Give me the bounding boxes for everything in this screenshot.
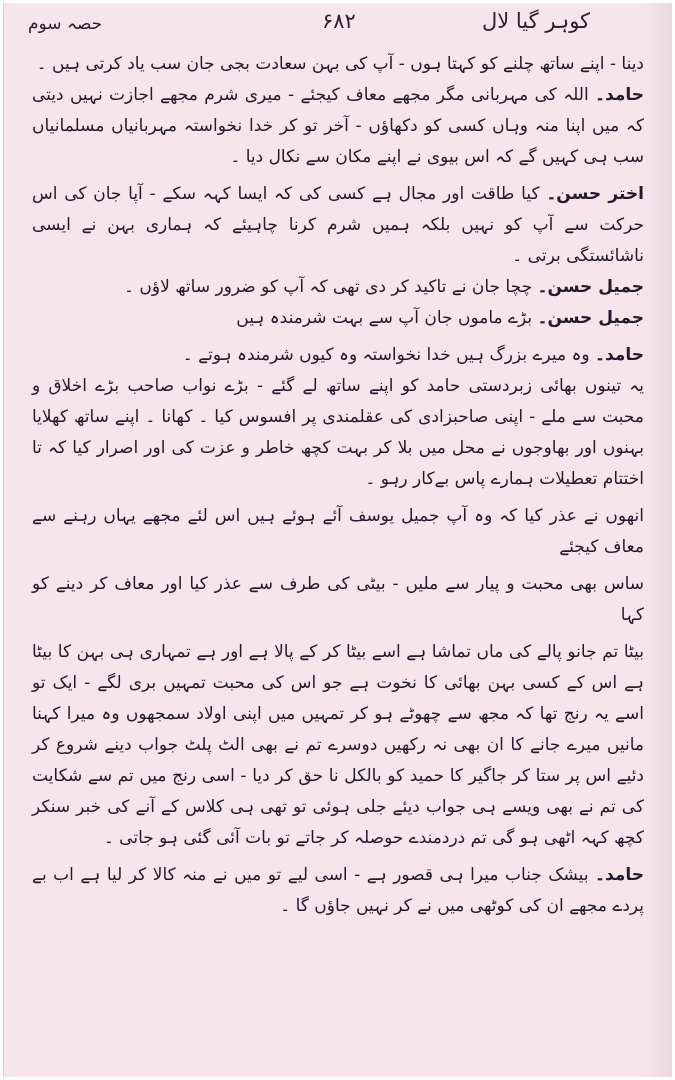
paragraph-2 [32,80,644,173]
body-text [32,49,644,922]
paragraph-10 [32,637,644,854]
paragraph-5 [32,303,644,334]
paragraph-text: کیا طاقت اور مجال ہے کسی کی کہ ایسا کہہ سکے - آپا جان کی اس حرکت سے آپ کو نہیں بلکہ ہمیں شرم کرنا چاہیئے کہ ہماری بہن نے ایسی ناشائستگی برتی ۔ [32,184,644,266]
document-page [3,3,672,1077]
paragraph-text: بیٹا تم جانو پالے کی ماں تماشا ہے اسے بیٹا کر کے پالا ہے اور ہے تمہاری ہی بہن کا بیٹا ہے اس کے کسی بہن بھائی کا نخوت ہے جو اس کی محبت تمہیں بری لگے - ایک تو اسے یہ رنج تھا کہ مجھ سے چھوٹے ہو کر تمہیں میں اپنی اولاد سمجھوں وہ میرا کہنا مانیں میرے جانے کا ان بھی نہ رکھیں دوسرے تم نے بھی الٹ پلٹ جواب دینے شروع کر دئیے اس پر ستا کر جاگیر کا حمید کو بالکل نا حق کر دیا - اسی رنج میں تم سے شکایت کی تم نے بھی ویسے ہی جواب دیئے جلی ہوئی تو تھی ہی کلاس کے آنے کی خبر سنکر کچھ کہہ اٹھی ہو گی تم دردمندے حوصلہ کر جاتے تو بات آئی گئی ہو جاتی ۔ [32,642,644,848]
paragraph-7 [32,371,644,495]
paragraph-text: وہ میرے بزرگ ہیں خدا نخواستہ وہ کیوں شرمندہ ہوتے ۔ [182,345,596,365]
paragraph-text: بڑے ماموں جان آپ سے بہت شرمندہ ہیں [236,308,538,328]
paragraph-11 [32,860,644,922]
paragraph-text: ساس بھی محبت و پیار سے ملیں - بیٹی کی طرف سے عذر کیا اور معاف کر دینے کو کہا [32,574,644,625]
paragraph-9 [32,569,644,631]
paragraph-3 [32,179,644,272]
paragraph-text: دینا - اپنے ساتھ چلنے کو کہتا ہوں - آپ کی بہن سعادت بجی جان سب یاد کرتی ہیں ۔ [36,54,644,74]
paragraph-4 [32,272,644,303]
speaker-label: اختر حسن۔ [546,184,644,204]
paragraph-text: اللہ کی مہربانی مگر مجھے معاف کیجئے - میری شرم مجھے اجازت نہیں دیتی کہ میں اپنا منہ وہاں کسی کو دکھاؤں - آخر تو کر خدا نخواستہ مہربانیاں مسلمانیاں سب ہی کہیں گے کہ اس بیوی نے اپنے مکان سے نکال دیا ۔ [32,85,644,167]
speaker-label: حامد۔ [595,85,644,105]
page-number: ۶۸۲ [322,9,356,33]
speaker-label: جمیل حسن۔ [537,308,644,328]
paragraph-text: چچا جان نے تاکید کر دی تھی کہ آپ کو ضرور ساتھ لاؤں ۔ [124,277,538,297]
paragraph-1 [32,49,644,80]
speaker-label: جمیل حسن۔ [537,277,644,297]
paragraph-text: بیشک جناب میرا ہی قصور ہے - اسی لیے تو میں نے منہ کالا کر لیا ہے اب بے پردے مجھے ان کی کوٹھی میں نے کر نہیں جاؤں گا ۔ [32,865,644,916]
section-label: حصہ سوم [28,14,103,34]
paragraph-6 [32,340,644,371]
running-header-title: کوہر گیا لال [482,9,591,33]
speaker-label: حامد۔ [595,865,644,885]
paragraph-text: یہ تینوں بھائی زبردستی حامد کو اپنے ساتھ لے گئے - بڑے نواب صاحب بڑے اخلاق و محبت سے ملے - اپنی صاحبزادی کی عقلمندی پر افسوس کیا ۔ کھانا ۔ اپنے ساتھ کھلایا بہنوں اور بھاوجوں نے محل میں بلا کر بہت کچھ خاطر و عزت کی اور اصرار کیا کہ تا اختتام تعطیلات ہمارے پاس بےکار رہو ۔ [32,376,644,489]
page-edge-shadow [644,3,672,1077]
speaker-label: حامد۔ [595,345,644,365]
paragraph-8 [32,501,644,563]
paragraph-text: انھوں نے عذر کیا کہ وہ آپ جمیل یوسف آئے ہوئے ہیں اس لئے مجھے یہاں رہنے سے معاف کیجئے [32,506,644,557]
